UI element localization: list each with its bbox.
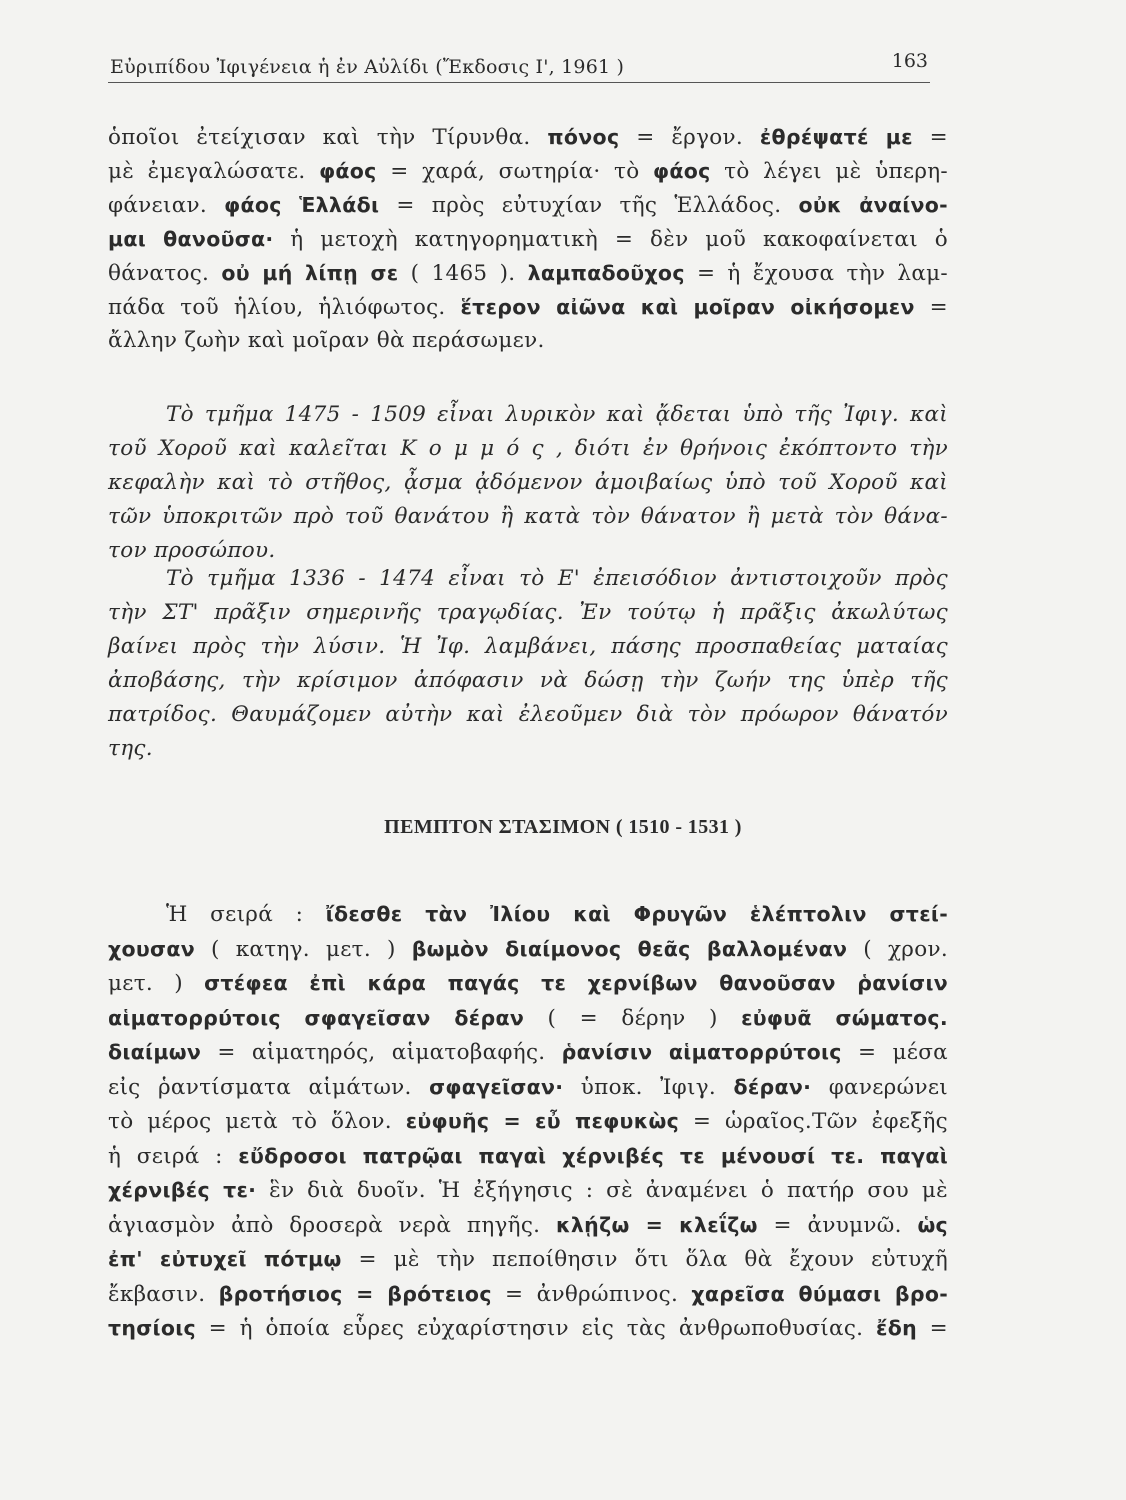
text-run: = bbox=[912, 125, 949, 150]
text-line: τὴν ΣΤ' πρᾶξιν σημερινῆς τραγῳδίας. Ἐν τούτῳ ἡ πρᾶξις ἀκωλύτως bbox=[108, 600, 948, 625]
text-line bbox=[108, 1139, 948, 1174]
text-line bbox=[108, 1208, 948, 1243]
bold-term: διαίμων bbox=[108, 1040, 202, 1064]
header-title: Εὐριπίδου Ἰφιγένεια ἡ ἐν Αὐλίδι (Ἔκδοσις Ι', 1961 ) bbox=[110, 56, 625, 78]
bold-term: ἕτερον αἰῶνα καὶ μοῖραν οἰκήσομεν bbox=[460, 295, 915, 319]
text-run: = ἡ ἔχουσα τὴν λαμ- bbox=[684, 261, 948, 286]
text-run: πάδα τοῦ ἡλίου, ἡλιόφωτος. bbox=[108, 295, 461, 320]
text-line bbox=[108, 1104, 948, 1139]
text-run: ( χρον. bbox=[847, 936, 948, 962]
text-run: θάνατος. bbox=[108, 261, 222, 286]
bold-term: δέραν· bbox=[733, 1074, 812, 1099]
text-line bbox=[108, 1242, 948, 1277]
bold-term: βωμὸν διαίμονος θεᾶς βαλλομέναν bbox=[411, 936, 848, 961]
text-line bbox=[108, 1035, 948, 1070]
text-run: = ἔργον. bbox=[619, 125, 760, 150]
text-run: ( 1465 ). bbox=[398, 261, 528, 286]
text-line bbox=[108, 324, 948, 358]
text-run: μὲ ἐμεγαλώσατε. bbox=[108, 159, 320, 184]
text-line bbox=[108, 1001, 948, 1036]
bold-term: χουσαν bbox=[108, 936, 195, 961]
text-run: φανερώνει bbox=[811, 1074, 948, 1100]
bold-term: φάος bbox=[653, 159, 711, 183]
page-number: 163 bbox=[891, 50, 928, 72]
bold-term: εὐφυῆς = εὖ πεφυκὼς bbox=[405, 1109, 680, 1133]
bold-term: ἐπ' εὐτυχεῖ πότμῳ bbox=[108, 1247, 342, 1271]
section-heading: ΠΕΜΠΤΟΝ ΣΤΑΣΙΜΟΝ ( 1510 - 1531 ) bbox=[384, 816, 742, 838]
text-line: κεφαλὴν καὶ τὸ στῆθος, ᾆσμα ᾀδόμενον ἀμοιβαίως ὑπὸ τοῦ Χοροῦ καὶ bbox=[108, 470, 948, 495]
text-run: = μέσα bbox=[841, 1040, 948, 1065]
text-run: = ὡραῖος.Τῶν ἐφεξῆς bbox=[679, 1109, 948, 1134]
text-run: ἡ μετοχὴ κατηγορηματικὴ = δὲν μοῦ κακοφαίνεται ὁ bbox=[273, 227, 948, 252]
text-line bbox=[108, 1277, 948, 1312]
text-run: = bbox=[914, 295, 948, 320]
text-run: ἡ σειρά : bbox=[108, 1143, 239, 1169]
bold-term: χαρεῖσα θύμασι βρο- bbox=[691, 1281, 949, 1306]
text-line bbox=[108, 290, 948, 324]
bold-term: φάος Ἑλλάδι bbox=[224, 193, 380, 217]
text-line bbox=[108, 120, 948, 154]
text-run: τὸ λέγει μὲ ὑπερη- bbox=[710, 159, 949, 184]
text-line: Τὸ τμῆμα 1336 - 1474 εἶναι τὸ Ε' ἐπεισόδιον ἀντιστοιχοῦν πρὸς bbox=[166, 566, 948, 591]
text-line bbox=[108, 1311, 948, 1346]
text-run: = αἱματηρός, αἱματοβαφής. bbox=[201, 1040, 562, 1065]
text-line bbox=[108, 256, 948, 290]
text-line: τον προσώπου. bbox=[108, 538, 276, 563]
text-run: = bbox=[917, 1316, 948, 1341]
running-header bbox=[108, 50, 930, 83]
text-line bbox=[108, 188, 948, 222]
text-line: ἀποβάσης, τὴν κρίσιμον ἀπόφασιν νὰ δώσῃ τὴν ζωήν της ὑπὲρ τῆς bbox=[108, 668, 948, 693]
text-line: της. bbox=[108, 736, 153, 761]
bold-term: λαμπαδοῦχος bbox=[527, 261, 685, 285]
bold-term: μαι θανοῦσα· bbox=[108, 227, 274, 251]
text-run: = πρὸς εὐτυχίαν τῆς Ἑλλάδος. bbox=[379, 193, 799, 218]
text-line bbox=[108, 897, 948, 932]
bold-term: οὐκ ἀναίνο- bbox=[798, 193, 948, 217]
bold-term: ἴδεσθε τὰν Ἰλίου καὶ Φρυγῶν ἑλέπτολιν στεί- bbox=[325, 902, 948, 926]
bold-term: φάος bbox=[319, 159, 377, 183]
text-run: ( = δέρην ) bbox=[524, 1005, 742, 1031]
text-run: ἄλλην ζωὴν καὶ μοῖραν θὰ περάσωμεν. bbox=[108, 328, 545, 353]
text-line: τοῦ Χοροῦ καὶ καλεῖται Κ ο μ μ ό ς , διότι ἐν θρήνοις ἐκόπτοντο τὴν bbox=[108, 436, 948, 461]
bold-term: εὔδροσοι πατρῷαι παγαὶ χέρνιβές τε μένουσί τε. παγαὶ bbox=[238, 1143, 949, 1168]
paragraph-kommos bbox=[108, 398, 948, 568]
bold-term: τησίοις bbox=[108, 1316, 196, 1340]
text-run: ( κατηγ. μετ. ) bbox=[194, 936, 412, 962]
bold-term: ἔδη bbox=[876, 1316, 917, 1340]
text-run: ἔκβασιν. bbox=[108, 1281, 219, 1307]
text-run: τὸ μέρος μετὰ τὸ ὅλον. bbox=[108, 1109, 406, 1134]
text-line bbox=[108, 1173, 948, 1208]
bold-term: σφαγεῖσαν· bbox=[429, 1074, 564, 1099]
bold-term: οὐ μή λίπῃ σε bbox=[221, 261, 399, 285]
text-line: τῶν ὑποκριτῶν πρὸ τοῦ θανάτου ἢ κατὰ τὸν θάνατον ἢ μετὰ τὸν θάνα- bbox=[108, 504, 948, 529]
bold-term: βροτήσιος = βρότειος bbox=[218, 1281, 492, 1306]
bold-term: κλῄζω = κλεΐζω bbox=[556, 1212, 758, 1237]
text-line bbox=[108, 154, 948, 188]
text-line bbox=[108, 932, 948, 967]
text-run: = χαρά, σωτηρία· τὸ bbox=[376, 159, 654, 184]
bold-term: ὡς bbox=[917, 1212, 949, 1237]
bold-term: στέφεα ἐπὶ κάρα παγάς τε χερνίβων θανοῦσαν ῥανίσιν bbox=[204, 971, 949, 995]
text-run: = ἡ ὁποία εὗρες εὐχαρίστησιν εἰς τὰς ἀνθρωποθυσίας. bbox=[195, 1316, 876, 1341]
bold-term: πόνος bbox=[547, 125, 620, 149]
text-line: πατρίδος. Θαυμάζομεν αὐτὴν καὶ ἐλεοῦμεν διὰ τὸν πρόωρον θάνατόν bbox=[108, 702, 948, 727]
paragraph-episode bbox=[108, 562, 948, 766]
text-run: ὁποῖοι ἐτείχισαν καὶ τὴν Τίρυνθα. bbox=[108, 125, 548, 150]
text-line bbox=[108, 222, 948, 256]
text-run: εἰς ῥαντίσματα αἱμάτων. bbox=[108, 1074, 430, 1100]
paragraph-glossary-2 bbox=[108, 897, 948, 1346]
text-run: Ἡ σειρά : bbox=[166, 902, 326, 927]
text-run: μετ. ) bbox=[108, 971, 205, 996]
bold-term: εὐφυᾶ σώματος. bbox=[741, 1005, 948, 1030]
text-line bbox=[108, 966, 948, 1001]
text-run: φάνειαν. bbox=[108, 193, 225, 218]
text-run: ἁγιασμὸν ἀπὸ δροσερὰ νερὰ πηγῆς. bbox=[108, 1212, 557, 1238]
text-run: = ἀνθρώπινος. bbox=[491, 1281, 692, 1307]
text-run: ὑποκ. Ἰφιγ. bbox=[563, 1074, 734, 1100]
paragraph-glossary-1 bbox=[108, 120, 948, 358]
text-run: ἓν διὰ δυοῖν. Ἡ ἐξήγησις : σὲ ἀναμένει ὁ πατήρ σου μὲ bbox=[256, 1178, 949, 1203]
bold-term: ἐθρέψατέ με bbox=[759, 125, 913, 149]
bold-term: χέρνιβές τε· bbox=[108, 1178, 257, 1202]
text-run: = μὲ τὴν πεποίθησιν ὅτι ὅλα θὰ ἔχουν εὐτυχῆ bbox=[341, 1247, 948, 1272]
text-line bbox=[108, 1070, 948, 1105]
text-line: Τὸ τμῆμα 1475 - 1509 εἶναι λυρικὸν καὶ ᾄδεται ὑπὸ τῆς Ἰφιγ. καὶ bbox=[166, 402, 948, 427]
bold-term: αἱματορρύτοις σφαγεῖσαν δέραν bbox=[108, 1005, 525, 1030]
bold-term: ῥανίσιν αἱματορρύτοις bbox=[561, 1040, 842, 1064]
text-run: = ἀνυμνῶ. bbox=[757, 1212, 918, 1238]
text-line: βαίνει πρὸς τὴν λύσιν. Ἡ Ἰφ. λαμβάνει, πάσης προσπαθείας ματαίας bbox=[108, 634, 948, 659]
